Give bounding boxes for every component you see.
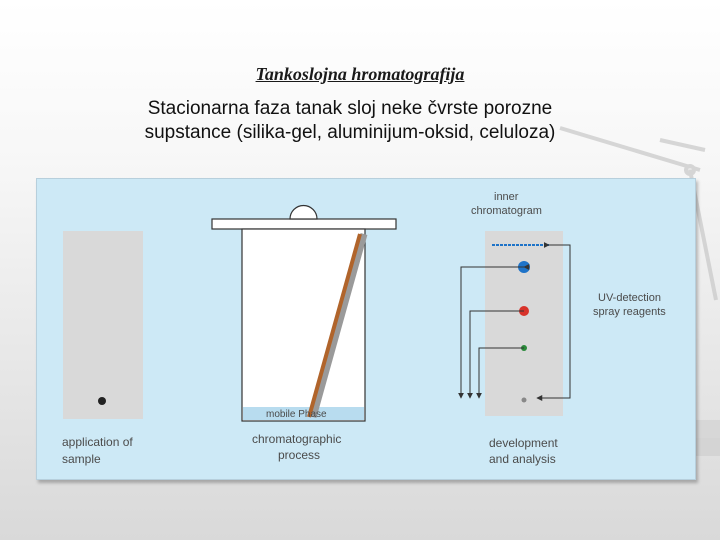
inner-chromatogram-line2: chromatogram	[471, 205, 542, 217]
step1-label-line2: sample	[62, 452, 101, 466]
sample-spot	[98, 397, 106, 405]
step2-label-line1: chromatographic	[252, 432, 342, 446]
detection-line2: spray reagents	[593, 306, 666, 318]
subtitle-line-2: supstance (silika-gel, aluminijum-oksid, celuloza)	[144, 122, 556, 143]
origin-spot	[522, 398, 527, 403]
step2-label-line2: process	[278, 448, 321, 462]
lid-knob	[290, 206, 317, 220]
slide-title: Tankoslojna hromatografija	[255, 64, 465, 84]
step3-label-line1: development	[489, 436, 558, 450]
developing-tank	[242, 229, 365, 421]
diagram-panel	[36, 178, 696, 480]
detection-line1: UV-detection	[598, 292, 661, 304]
inner-chromatogram-line1: inner	[494, 191, 519, 203]
tank-lid	[212, 219, 396, 229]
slide-subtitle	[0, 97, 700, 145]
step1-label-line1: application of	[62, 435, 133, 449]
sample-plate	[63, 231, 143, 419]
step3-label-line2: and analysis	[489, 452, 556, 466]
developed-plate	[485, 231, 563, 416]
subtitle-line-1: Stacionarna faza tanak sloj neke čvrste porozne	[147, 98, 553, 119]
tlc-diagram	[37, 179, 695, 479]
mobile-phase-label: mobile Phase	[266, 409, 327, 420]
